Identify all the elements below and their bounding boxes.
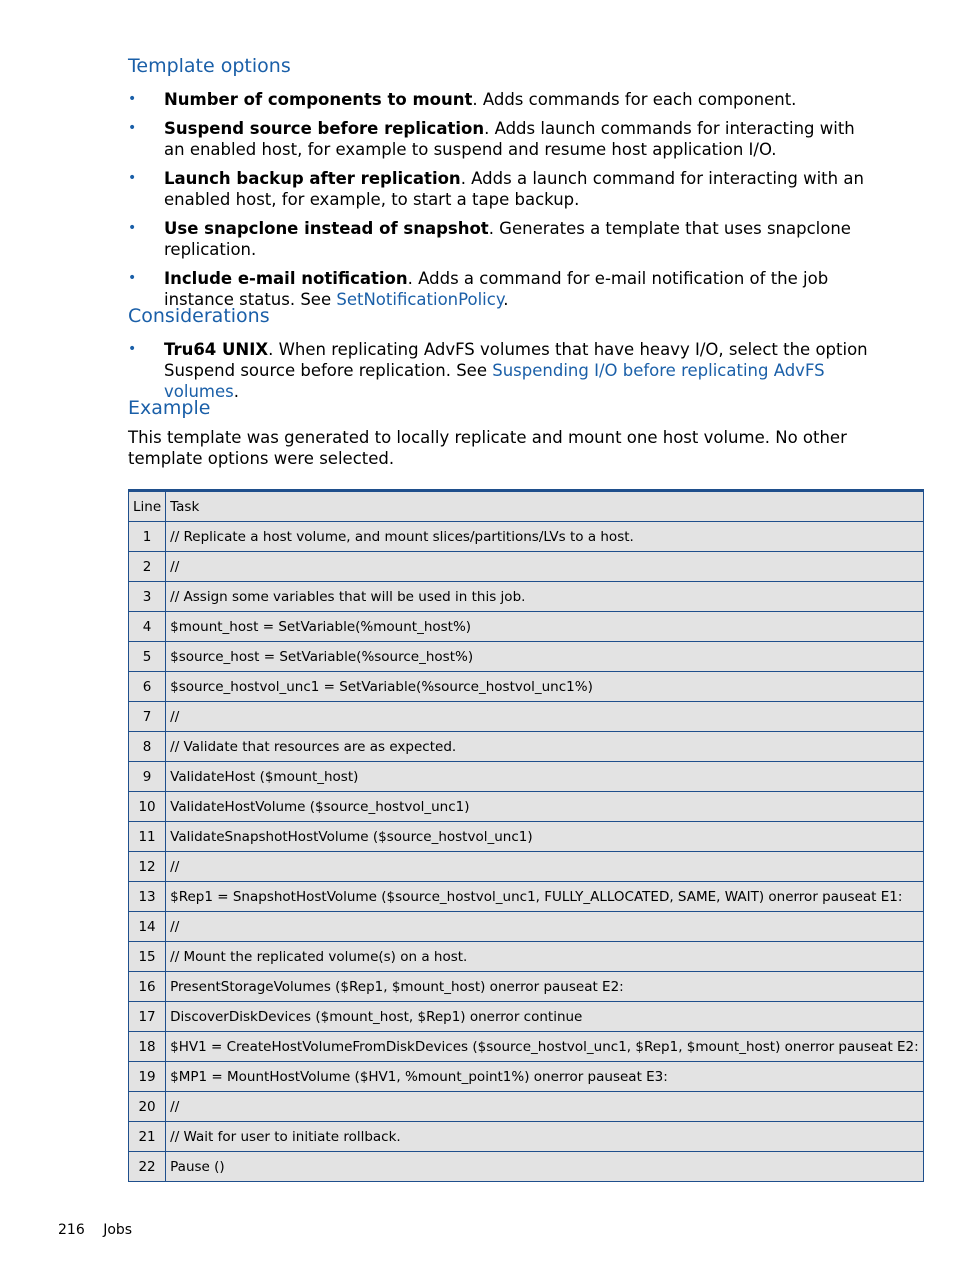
table-row bbox=[129, 912, 924, 942]
list-item bbox=[128, 89, 873, 110]
bullet-icon: • bbox=[128, 170, 137, 186]
table-row bbox=[129, 762, 924, 792]
table-row bbox=[129, 702, 924, 732]
cross-reference-link[interactable]: Suspending I/O before replicating AdvFS volumes bbox=[164, 361, 825, 401]
task-cell: // Wait for user to initiate rollback. bbox=[166, 1122, 924, 1152]
table-row bbox=[129, 1002, 924, 1032]
task-cell: $Rep1 = SnapshotHostVolume ($source_hostvol_unc1, FULLY_ALLOCATED, SAME, WAIT) onerror pauseat E1: bbox=[166, 882, 924, 912]
line-number-cell: 18 bbox=[129, 1032, 166, 1062]
option-description: . Adds commands for each component. bbox=[472, 90, 797, 109]
bullet-icon: • bbox=[128, 341, 137, 357]
table-row bbox=[129, 1062, 924, 1092]
bullet-icon: • bbox=[128, 270, 137, 286]
task-cell: DiscoverDiskDevices ($mount_host, $Rep1) onerror continue bbox=[166, 1002, 924, 1032]
task-cell: // Validate that resources are as expected. bbox=[166, 732, 924, 762]
task-cell: $source_hostvol_unc1 = SetVariable(%source_hostvol_unc1%) bbox=[166, 672, 924, 702]
option-name: Tru64 UNIX bbox=[164, 340, 269, 359]
task-cell: PresentStorageVolumes ($Rep1, $mount_host) onerror pauseat E2: bbox=[166, 972, 924, 1002]
list-item bbox=[128, 268, 873, 310]
line-number-cell: 3 bbox=[129, 582, 166, 612]
option-description: . Adds launch commands for interacting with an enabled host, for example to suspend and resume host application I/O. bbox=[164, 119, 855, 159]
table-row bbox=[129, 1122, 924, 1152]
trailing-text: . bbox=[503, 290, 509, 309]
line-number-cell: 16 bbox=[129, 972, 166, 1002]
line-number-cell: 1 bbox=[129, 522, 166, 552]
task-cell: $MP1 = MountHostVolume ($HV1, %mount_point1%) onerror pauseat E3: bbox=[166, 1062, 924, 1092]
line-number-cell: 15 bbox=[129, 942, 166, 972]
table-row bbox=[129, 642, 924, 672]
column-header-line: Line bbox=[129, 491, 166, 522]
line-number-cell: 2 bbox=[129, 552, 166, 582]
option-description: . Adds a launch command for interacting with an enabled host, for example, to start a tape backup. bbox=[164, 169, 864, 209]
line-number-cell: 9 bbox=[129, 762, 166, 792]
line-number-cell: 5 bbox=[129, 642, 166, 672]
considerations-heading: Considerations bbox=[128, 305, 270, 327]
bullet-icon: • bbox=[128, 120, 137, 136]
task-cell: ValidateSnapshotHostVolume ($source_hostvol_unc1) bbox=[166, 822, 924, 852]
page-number: 216 bbox=[58, 1222, 85, 1238]
line-number-cell: 12 bbox=[129, 852, 166, 882]
table-row bbox=[129, 582, 924, 612]
line-number-cell: 20 bbox=[129, 1092, 166, 1122]
option-description: . Adds a command for e-mail notification of the job instance status. See bbox=[164, 269, 829, 309]
line-number-cell: 21 bbox=[129, 1122, 166, 1152]
template-options-list bbox=[128, 89, 873, 318]
option-description: . When replicating AdvFS volumes that have heavy I/O, select the option Suspend source before replication. See bbox=[164, 340, 868, 380]
task-cell: // Assign some variables that will be used in this job. bbox=[166, 582, 924, 612]
option-name: Number of components to mount bbox=[164, 90, 473, 109]
list-item bbox=[128, 118, 873, 160]
table-row bbox=[129, 882, 924, 912]
task-cell: $source_host = SetVariable(%source_host%) bbox=[166, 642, 924, 672]
line-number-cell: 6 bbox=[129, 672, 166, 702]
line-number-cell: 4 bbox=[129, 612, 166, 642]
table-row bbox=[129, 942, 924, 972]
task-cell: // bbox=[166, 702, 924, 732]
option-name: Suspend source before replication bbox=[164, 119, 485, 138]
list-item bbox=[128, 218, 873, 260]
line-number-cell: 22 bbox=[129, 1152, 166, 1182]
table-row bbox=[129, 1152, 924, 1182]
example-heading: Example bbox=[128, 397, 211, 419]
template-options-heading: Template options bbox=[128, 55, 291, 77]
column-header-task: Task bbox=[166, 491, 924, 522]
task-cell: // bbox=[166, 1092, 924, 1122]
task-cell: $mount_host = SetVariable(%mount_host%) bbox=[166, 612, 924, 642]
job-template-table bbox=[128, 489, 924, 1182]
task-cell: // bbox=[166, 912, 924, 942]
task-cell: Pause () bbox=[166, 1152, 924, 1182]
option-description: . Generates a template that uses snapclone replication. bbox=[164, 219, 851, 259]
bullet-icon: • bbox=[128, 220, 137, 236]
table-header-row bbox=[129, 491, 924, 522]
task-cell: // Mount the replicated volume(s) on a host. bbox=[166, 942, 924, 972]
task-cell: // Replicate a host volume, and mount slices/partitions/LVs to a host. bbox=[166, 522, 924, 552]
footer-section: Jobs bbox=[103, 1222, 133, 1238]
option-name: Use snapclone instead of snapshot bbox=[164, 219, 489, 238]
table-row bbox=[129, 732, 924, 762]
line-number-cell: 8 bbox=[129, 732, 166, 762]
table-row bbox=[129, 822, 924, 852]
line-number-cell: 10 bbox=[129, 792, 166, 822]
table-row bbox=[129, 852, 924, 882]
table-row bbox=[129, 672, 924, 702]
option-name: Include e-mail notification bbox=[164, 269, 408, 288]
task-cell: ValidateHost ($mount_host) bbox=[166, 762, 924, 792]
table-row bbox=[129, 972, 924, 1002]
line-number-cell: 17 bbox=[129, 1002, 166, 1032]
table-row bbox=[129, 522, 924, 552]
table-row bbox=[129, 1092, 924, 1122]
considerations-list bbox=[128, 339, 873, 410]
line-number-cell: 13 bbox=[129, 882, 166, 912]
table-row bbox=[129, 552, 924, 582]
page-footer bbox=[58, 1222, 146, 1238]
line-number-cell: 14 bbox=[129, 912, 166, 942]
task-cell: // bbox=[166, 552, 924, 582]
task-cell: ValidateHostVolume ($source_hostvol_unc1) bbox=[166, 792, 924, 822]
list-item bbox=[128, 339, 873, 402]
table-row bbox=[129, 612, 924, 642]
cross-reference-link[interactable]: SetNotificationPolicy bbox=[336, 290, 504, 309]
line-number-cell: 19 bbox=[129, 1062, 166, 1092]
line-number-cell: 11 bbox=[129, 822, 166, 852]
line-number-cell: 7 bbox=[129, 702, 166, 732]
list-item bbox=[128, 168, 873, 210]
table-row bbox=[129, 1032, 924, 1062]
example-intro: This template was generated to locally replicate and mount one host volume. No other template options were selected. bbox=[128, 428, 847, 468]
task-cell: // bbox=[166, 852, 924, 882]
task-cell: $HV1 = CreateHostVolumeFromDiskDevices ($source_hostvol_unc1, $Rep1, $mount_host) onerror pauseat E2: bbox=[166, 1032, 924, 1062]
option-name: Launch backup after replication bbox=[164, 169, 461, 188]
trailing-text: . bbox=[233, 382, 239, 401]
table-row bbox=[129, 792, 924, 822]
bullet-icon: • bbox=[128, 91, 137, 107]
